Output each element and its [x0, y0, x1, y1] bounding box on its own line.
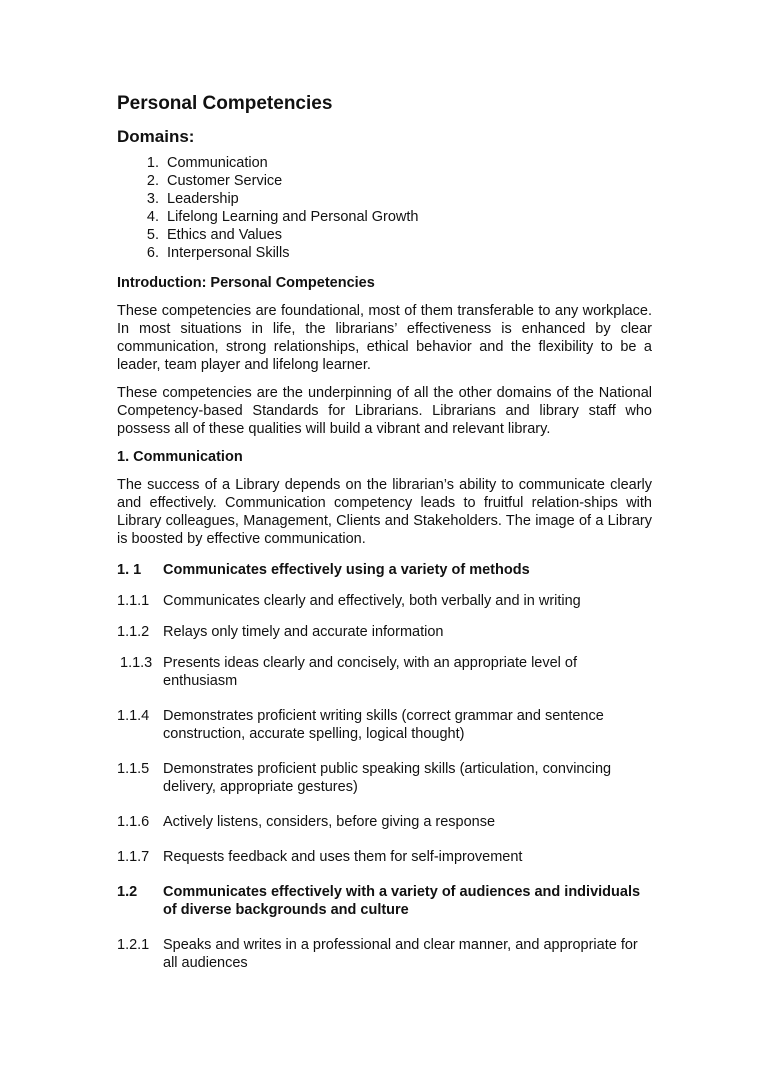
competency-item [117, 760, 652, 796]
list-item: 4. Lifelong Learning and Personal Growth [163, 208, 652, 226]
item-text: Communicates effectively with a variety of audiences and individuals of diverse backgrounds and culture [163, 884, 641, 918]
item-number: 1.1.1 [117, 593, 150, 609]
section-paragraph: The success of a Library depends on the librarian’s ability to communicate clearly and effectively. Communication competency leads to fruitful relation-ships with Library colleagues, Management, Clients and Stakeholders. The image of a Library is boosted by effective communication. [117, 477, 652, 547]
domains-list [117, 154, 652, 262]
item-text: Speaks and writes in a professional and clear manner, and appropriate for all audiences [163, 937, 638, 971]
intro-paragraph: These competencies are foundational, most of them transferable to any workplace. In most situations in life, the librarians’ effectiveness is enhanced by clear communication, strong relationships, ethical behavior and the flexibility to be a leader, team player and lifelong learner. [117, 303, 652, 373]
item-number: 1.1.6 [117, 814, 150, 830]
competency-item [117, 936, 652, 972]
competency-item [117, 623, 652, 641]
item-text: Actively listens, considers, before giving a response [163, 814, 496, 830]
document-page [117, 92, 652, 972]
item-number: 1.2 [117, 884, 138, 900]
item-text: Presents ideas clearly and concisely, with an appropriate level of enthusiasm [163, 655, 578, 689]
list-item: 6. Interpersonal Skills [163, 244, 652, 262]
item-number: 1.1.3 [120, 655, 153, 671]
item-number: 1. 1 [117, 562, 142, 578]
section-heading: 1. Communication [117, 449, 243, 465]
item-number: 1.1.5 [117, 761, 150, 777]
list-item: 1. Communication [163, 154, 652, 172]
intro-paragraph: These competencies are the underpinning of all the other domains of the National Competency-based Standards for Librarians. Librarians and library staff who possess all of these qualities will build a vibrant and relevant library. [117, 385, 652, 437]
list-item: 5. Ethics and Values [163, 226, 652, 244]
item-text: Communicates effectively using a variety of methods [163, 562, 530, 578]
competency-item [117, 848, 652, 866]
competency-heading [117, 561, 652, 579]
competency-item [117, 592, 652, 610]
item-number: 1.1.4 [117, 708, 150, 724]
introduction-heading: Introduction: Personal Competencies [117, 275, 375, 291]
competency-item [117, 654, 652, 690]
domains-heading: Domains: [117, 127, 195, 146]
item-text: Communicates clearly and effectively, both verbally and in writing [163, 593, 581, 609]
item-text: Requests feedback and uses them for self-improvement [163, 849, 523, 865]
item-number: 1.1.7 [117, 849, 150, 865]
competency-item [117, 813, 652, 831]
list-item: 3. Leadership [163, 190, 652, 208]
item-text: Relays only timely and accurate information [163, 624, 444, 640]
list-item: 2. Customer Service [163, 172, 652, 190]
item-number: 1.2.1 [117, 937, 150, 953]
item-text: Demonstrates proficient public speaking skills (articulation, convincing delivery, appropriate gestures) [163, 761, 612, 795]
competency-item [117, 707, 652, 743]
item-number: 1.1.2 [117, 624, 150, 640]
page-title: Personal Competencies [117, 93, 333, 114]
competency-heading [117, 883, 652, 919]
item-text: Demonstrates proficient writing skills (correct grammar and sentence construction, accurate spelling, logical thought) [163, 708, 604, 742]
